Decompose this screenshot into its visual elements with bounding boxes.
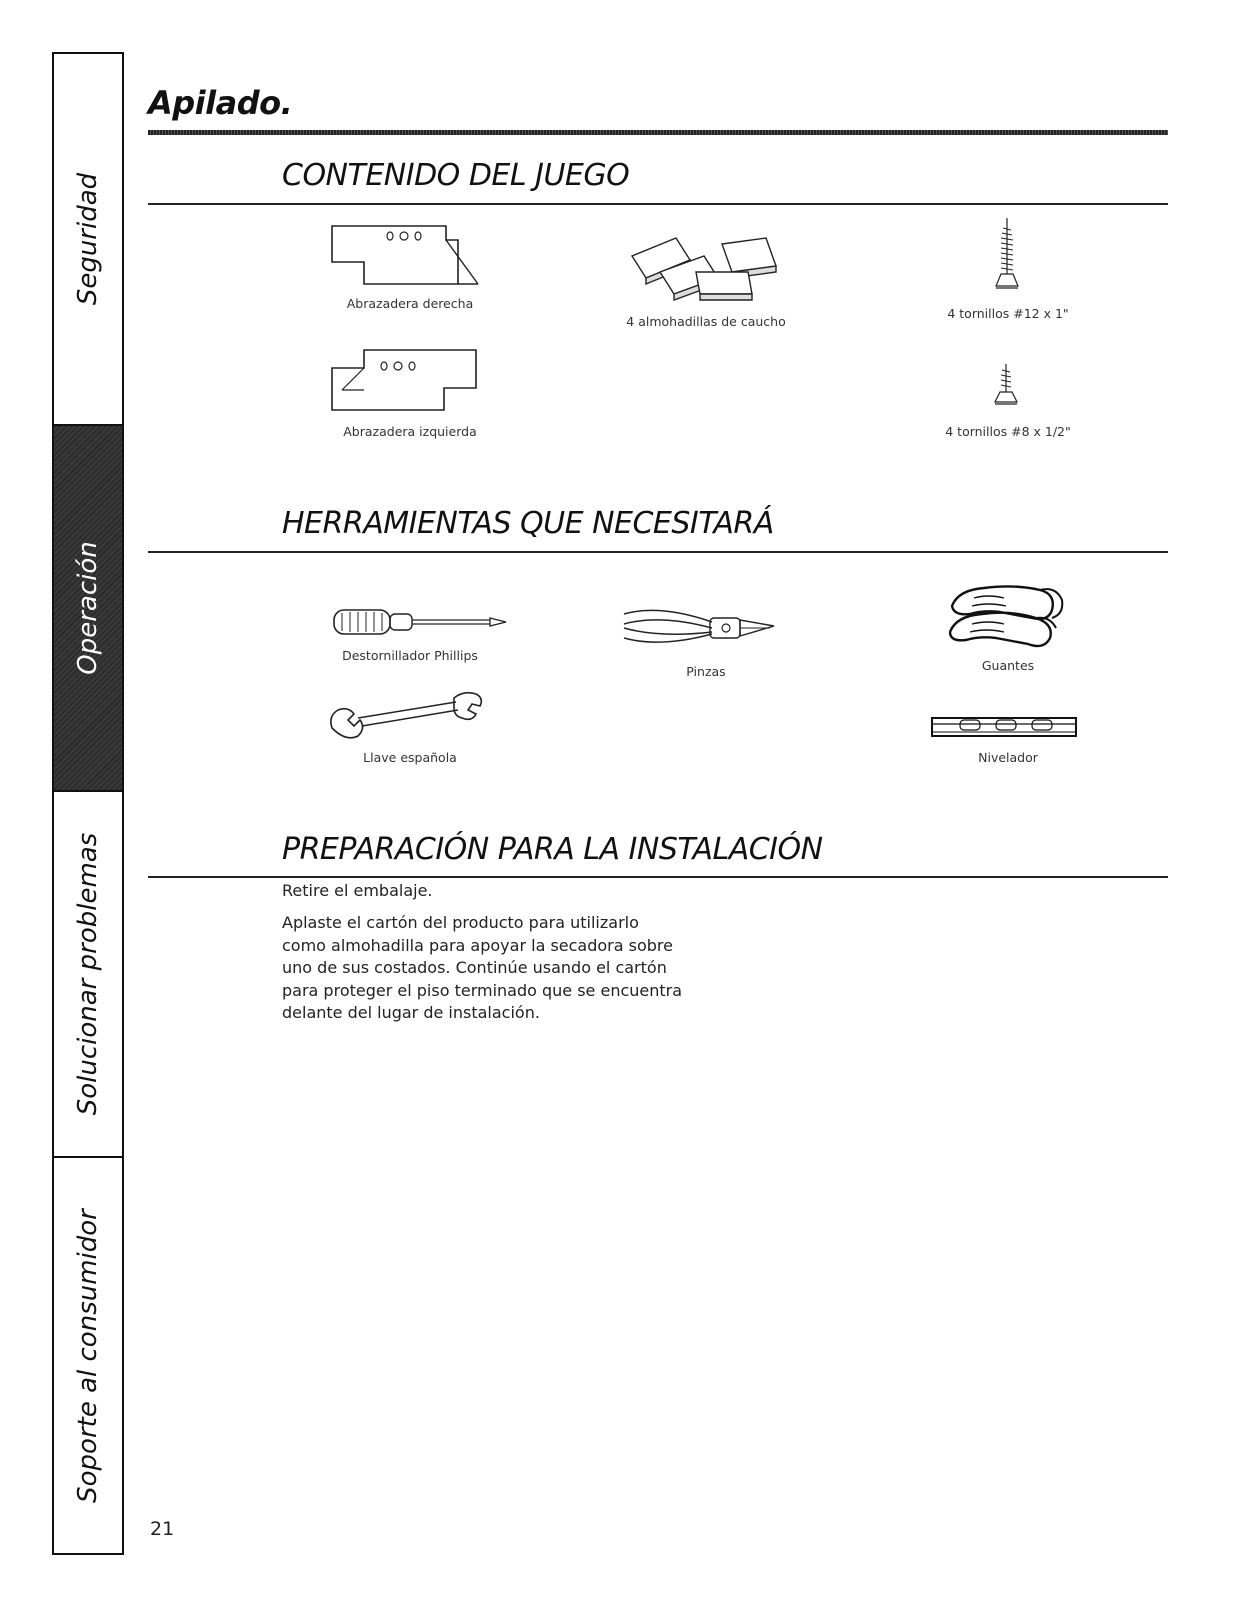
tools-heading: HERRAMIENTAS QUE NECESITARÁ bbox=[282, 506, 774, 541]
tab-solucionar-problemas[interactable] bbox=[54, 792, 122, 1158]
title-divider bbox=[148, 130, 1168, 135]
page-title: Apilado. bbox=[148, 84, 293, 122]
rubber-pads-caption: 4 almohadillas de caucho bbox=[626, 314, 786, 329]
preparation-step-2-line: uno de sus costados. Continúe usando el cartón bbox=[282, 958, 667, 977]
gloves-illustration bbox=[944, 578, 1064, 652]
left-bracket-caption: Abrazadera izquierda bbox=[343, 424, 477, 439]
level-illustration bbox=[930, 714, 1080, 740]
pliers-caption: Pinzas bbox=[686, 664, 726, 679]
screw-12-illustration bbox=[992, 214, 1022, 296]
screw-8-caption: 4 tornillos #8 x 1/2" bbox=[945, 424, 1071, 439]
tab-soporte-consumidor[interactable] bbox=[54, 1158, 122, 1553]
preparation-step-2 bbox=[282, 912, 682, 1025]
tab-seguridad-label: Seguridad bbox=[73, 172, 103, 306]
tab-seguridad[interactable] bbox=[54, 54, 122, 426]
kit-contents-heading: CONTENIDO DEL JUEGO bbox=[282, 158, 630, 193]
right-bracket-illustration bbox=[328, 222, 488, 292]
screw-8-illustration bbox=[992, 360, 1020, 408]
gloves-caption: Guantes bbox=[981, 658, 1035, 673]
tab-operacion[interactable] bbox=[54, 426, 122, 792]
preparation-step-2-line: para proteger el piso terminado que se encuentra bbox=[282, 980, 683, 1000]
kit-contents-divider bbox=[148, 203, 1168, 205]
rubber-pads-illustration bbox=[626, 226, 796, 306]
screwdriver-illustration bbox=[330, 604, 510, 640]
page-number: 21 bbox=[150, 1518, 175, 1540]
tab-soporte-consumidor-label: Soporte al consumidor bbox=[73, 1208, 103, 1503]
screw-12-caption: 4 tornillos #12 x 1" bbox=[947, 306, 1069, 321]
preparation-divider bbox=[148, 876, 1168, 878]
preparation-step-2-line: como almohadilla para apoyar la secadora sobre bbox=[282, 935, 673, 955]
wrench-illustration bbox=[326, 688, 486, 744]
pliers-illustration bbox=[620, 602, 780, 654]
preparation-step-2-line: Aplaste el cartón del producto para utilizarlo bbox=[282, 913, 639, 932]
preparation-step-2-line: delante del lugar de instalación. bbox=[282, 1003, 540, 1022]
preparation-step-1: Retire el embalaje. bbox=[282, 881, 433, 900]
tools-divider bbox=[148, 551, 1168, 553]
level-caption: Nivelador bbox=[978, 750, 1038, 765]
right-bracket-caption: Abrazadera derecha bbox=[346, 296, 474, 311]
left-bracket-illustration bbox=[328, 346, 488, 416]
preparation-heading: PREPARACIÓN PARA LA INSTALACIÓN bbox=[282, 832, 823, 867]
screwdriver-caption: Destornillador Phillips bbox=[342, 648, 478, 663]
tab-operacion-label: Operación bbox=[73, 541, 103, 675]
section-tabs bbox=[52, 52, 124, 1555]
tab-solucionar-problemas-label: Solucionar problemas bbox=[73, 832, 103, 1116]
wrench-caption: Llave española bbox=[363, 750, 457, 765]
